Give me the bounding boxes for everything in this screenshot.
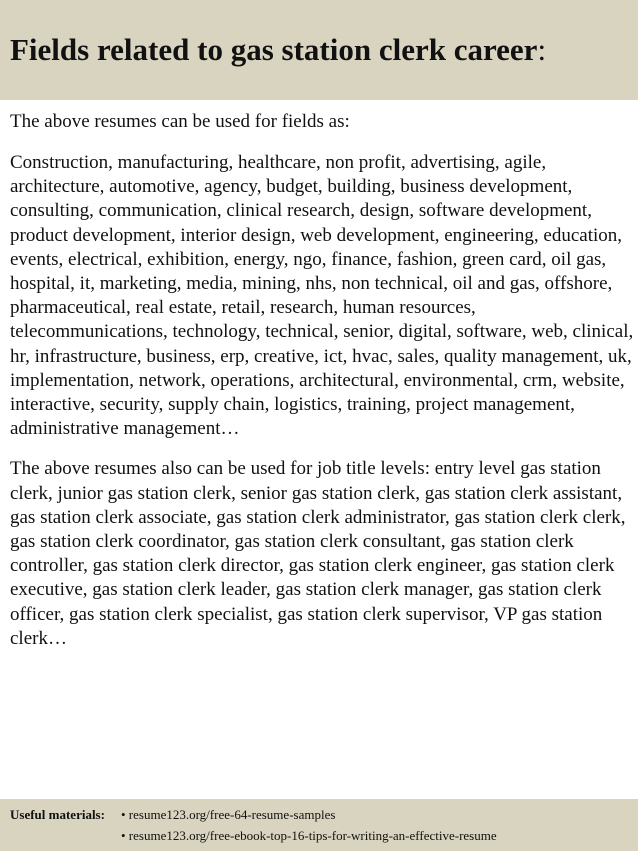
intro-text: The above resumes can be used for fields as: [10, 111, 350, 132]
title-band [0, 0, 638, 100]
useful-materials-label: Useful materials: [10, 807, 105, 822]
footer-band [0, 799, 638, 851]
page-title [10, 30, 546, 70]
main-content [10, 110, 634, 651]
resource-link-ebook-tips[interactable]: • resume123.org/free-ebook-top-16-tips-for-writing-an-effective-resume [121, 828, 497, 843]
page-title-text: Fields related to gas station clerk career [10, 32, 538, 67]
job-levels-paragraph: The above resumes also can be used for job title levels: entry level gas station clerk, junior gas station clerk, senior gas station clerk, gas station clerk assistant, gas station clerk associate, gas station clerk administrator, gas station clerk clerk, gas station clerk coordinator, gas station clerk consultant, gas station clerk controller, gas station clerk director, gas station clerk engineer, gas station clerk executive, gas station clerk leader, gas station clerk manager, gas station clerk officer, gas station clerk specialist, gas station clerk supervisor, VP gas station clerk… [10, 458, 626, 649]
page-title-colon: : [537, 32, 547, 67]
resource-link-resume-samples[interactable]: • resume123.org/free-64-resume-samples [121, 807, 336, 822]
fields-paragraph: Construction, manufacturing, healthcare, non profit, advertising, agile, architecture, automotive, agency, budget, building, business development, consulting, communication, clinical research, design, software development, product development, interior design, web development, engineering, education, events, electrical, exhibition, energy, ngo, finance, fashion, green card, oil gas, hospital, it, marketing, media, mining, nhs, non technical, oil and gas, offshore, pharmaceutical, real estate, retail, research, human resources, telecommunications, technology, technical, senior, digital, software, web, clinical, hr, infrastructure, business, erp, creative, ict, hvac, sales, quality management, uk, implementation, network, operations, architectural, environmental, crm, website, interactive, security, supply chain, logistics, training, project management, administrative management… [10, 152, 634, 440]
